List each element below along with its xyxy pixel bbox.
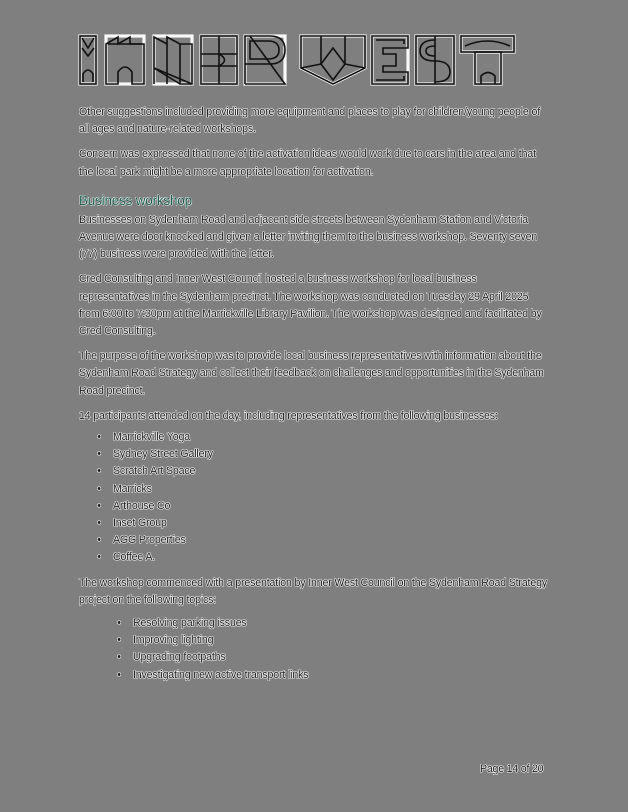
list-item: • Scratch Art Space [93,463,549,480]
list-item: • Improving lighting [113,632,549,649]
list-item: • Marricks [93,481,549,498]
paragraph-participants: 14 participants attended on the day, including representatives from the following businesses: [79,409,498,422]
topics-list [79,615,549,684]
paragraph-door-knocking: Businesses on Sydenham Road and adjacent side streets between Sydenham Station and Victoria Avenue were door knocked and given a letter inviting them to the business workshop. Seventy seven (77) business were provided with the letter. [79,213,538,261]
bullet-icon: • [97,482,101,495]
paragraph-other-suggestions: Other suggestions included providing more equipment and places to play for children/young people of all ages and nature-related workshops. [79,106,540,136]
bullet-icon: • [97,534,101,547]
list-item: • AGG Properties [93,532,549,549]
business-list [79,429,549,567]
bullet-icon: • [97,465,101,478]
list-item: • Inset Group [93,515,549,532]
page-number: Page 14 of 20 [480,763,544,775]
bullet-icon: • [97,551,101,564]
list-item: • Upgrading footpaths [113,649,549,666]
list-item: • Sydney Street Gallery [93,446,549,463]
inner-west-logo [78,34,516,86]
bullet-icon: • [97,448,101,461]
list-item: • Arthouse Co [93,498,549,515]
bullet-icon: • [117,668,121,681]
bullet-icon: • [117,617,121,630]
document-body [79,104,549,692]
list-item: • Coffee A. [93,549,549,566]
bullet-icon: • [117,634,121,647]
list-item: • Marrickville Yoga [93,429,549,446]
bullet-icon: • [97,431,101,444]
paragraph-presentation-intro: The workshop commenced with a presentation by Inner West Council on the Sydenham Road Strategy project on the following topics: [79,576,547,606]
list-item: • Investigating new active transport links [113,667,549,684]
section-heading-business-workshop: Business workshop [79,192,192,208]
bullet-icon: • [97,499,101,512]
paragraph-concern: Concern was expressed that none of the activation ideas would work due to cars in the area and that the local park might be a more appropriate location for activation. [79,148,536,178]
paragraph-workshop-purpose: The purpose of the workshop was to provide local business representatives with information about the Sydenham Road Strategy and collect their feedback on challenges and opportunities in the Sydenham Road precinct. [79,350,544,397]
list-item: • Resolving parking issues [113,615,549,632]
bullet-icon: • [97,517,101,530]
paragraph-workshop-hosted: Cred Consulting and Inner West Council hosted a business workshop for local business representatives in the Sydenham precinct. The workshop was conducted on Tuesday 29 April 2025 from 6:00 to 7:30pm at the Marrickville Library Pavilion. The workshop was designed and facilitated by Cred Consulting. [79,273,542,338]
bullet-icon: • [117,651,121,664]
